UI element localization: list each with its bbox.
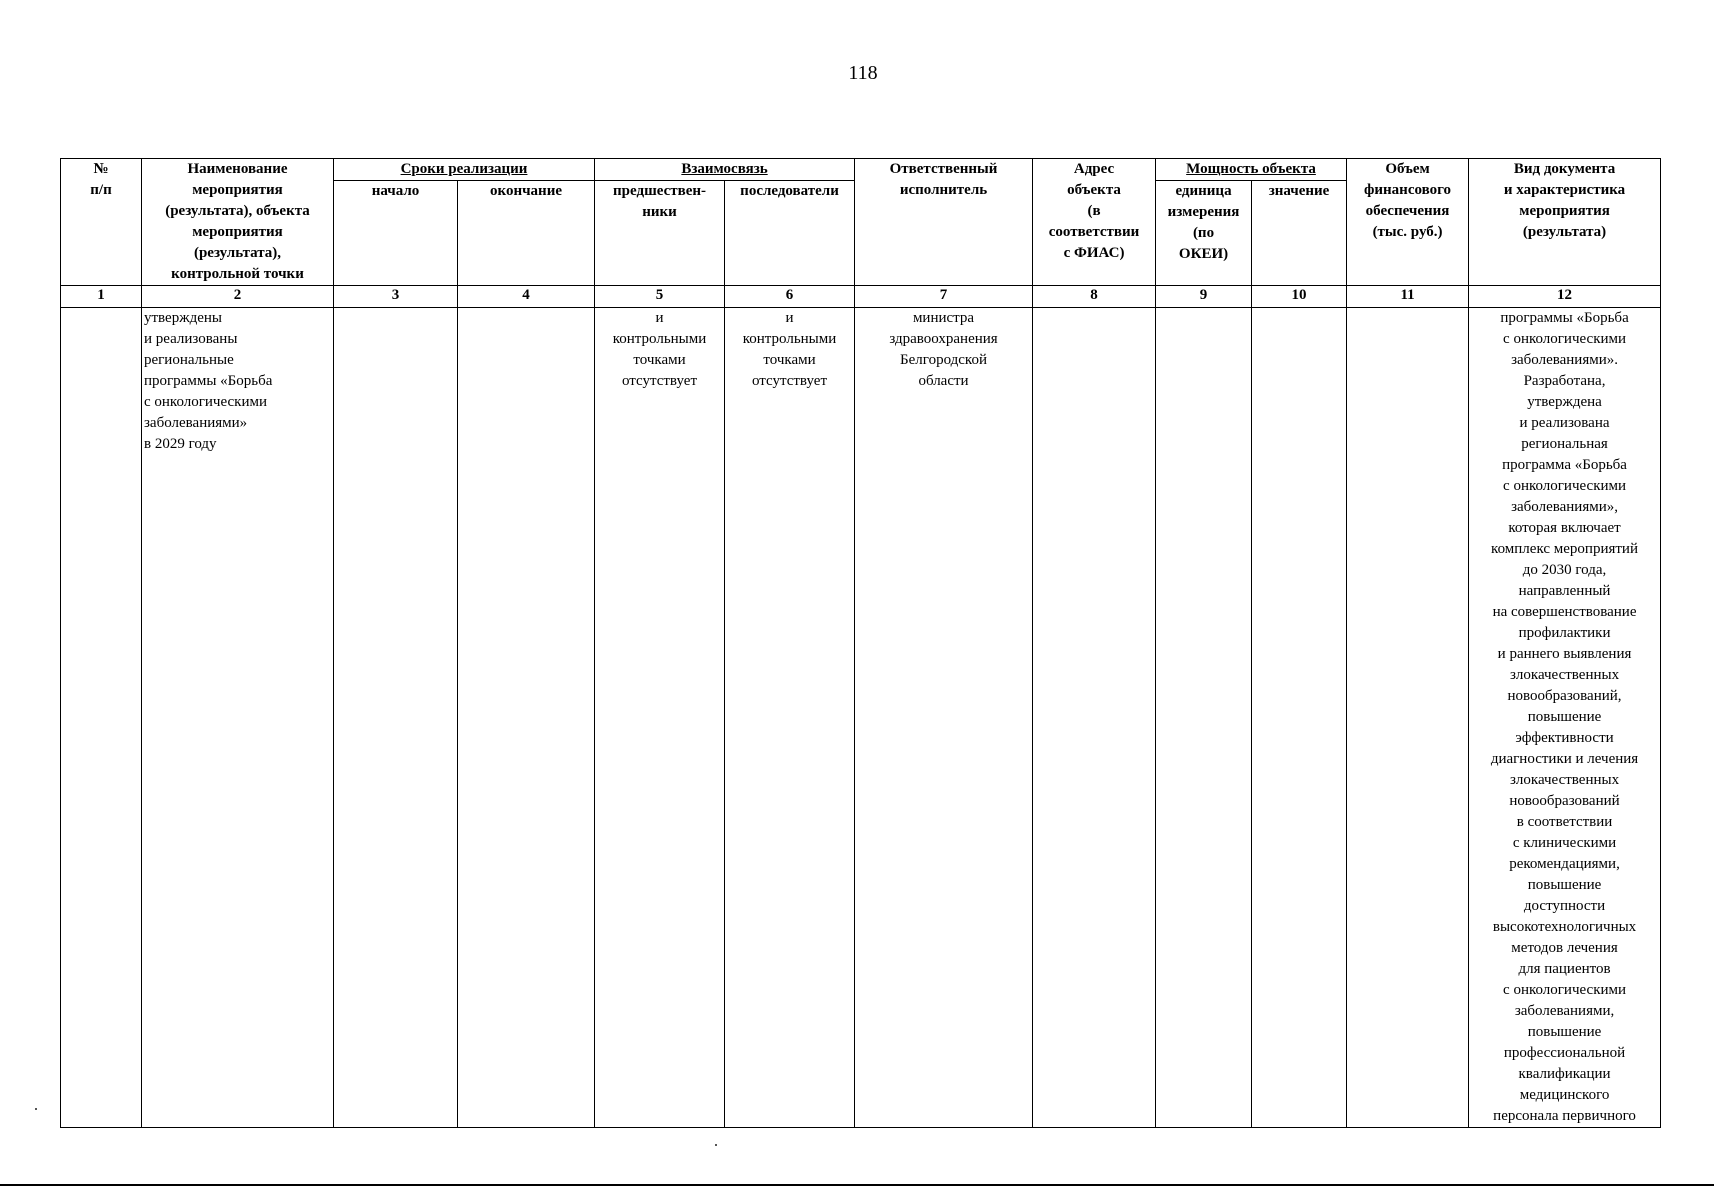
text-line: злокачественных xyxy=(1509,772,1620,788)
text-line: точками xyxy=(633,352,686,368)
text-line: в 2029 году xyxy=(144,436,217,452)
cell-unit xyxy=(1156,308,1252,1128)
header-relation-succ: последователи xyxy=(725,181,855,286)
column-number-cell: 8 xyxy=(1033,286,1156,308)
text-line: (результата) xyxy=(1522,224,1607,240)
text-line: заболеваниями», xyxy=(1511,499,1618,515)
cell-name xyxy=(142,308,334,1128)
text-line: профилактики xyxy=(1518,625,1611,641)
column-number-cell: 1 xyxy=(61,286,142,308)
header-capacity-unit xyxy=(1156,181,1252,286)
text-line: повышение xyxy=(1527,1024,1602,1040)
header-name xyxy=(142,159,334,286)
text-line: до 2030 года, xyxy=(1522,562,1607,578)
cell-end xyxy=(458,308,595,1128)
text-line: Объем xyxy=(1385,161,1430,177)
header-terms-start: начало xyxy=(334,181,458,286)
text-line: программы «Борьба xyxy=(1500,310,1629,326)
text-line: Ответственный xyxy=(889,161,998,177)
text-line: мероприятия xyxy=(192,224,283,240)
text-line: и реализованы xyxy=(144,331,238,347)
cell-value xyxy=(1252,308,1347,1128)
header-finance xyxy=(1347,159,1469,286)
text-line: комплекс мероприятий xyxy=(1491,541,1638,557)
text-line: (результата), объекта xyxy=(165,203,310,219)
text-line: мероприятия xyxy=(1519,203,1610,219)
text-line: (тыс. руб.) xyxy=(1372,224,1443,240)
column-number-cell: 3 xyxy=(334,286,458,308)
header-doc-type xyxy=(1469,159,1661,286)
text-line: и xyxy=(785,310,794,326)
text-line: отсутствует xyxy=(751,373,828,389)
cell-responsible xyxy=(855,308,1033,1128)
column-number-cell: 11 xyxy=(1347,286,1469,308)
text-line: заболеваниями, xyxy=(1514,1003,1615,1019)
column-number-cell: 10 xyxy=(1252,286,1347,308)
text-line: и раннего выявления xyxy=(1497,646,1632,662)
text-line: профессиональной xyxy=(1503,1045,1626,1061)
column-number-cell: 7 xyxy=(855,286,1033,308)
text-line: для пациентов xyxy=(1518,961,1611,977)
text-line: ОКЕИ) xyxy=(1178,246,1229,262)
text-line: заболеваниями» xyxy=(144,415,248,431)
header-responsible xyxy=(855,159,1033,286)
header-terms-end: окончание xyxy=(458,181,595,286)
text-line: программы «Борьба xyxy=(144,373,273,389)
header-relation: Взаимосвязь xyxy=(595,159,855,181)
header-capacity-value: значение xyxy=(1252,181,1347,286)
text-line: методов лечения xyxy=(1511,940,1618,956)
text-line: Наименование xyxy=(187,161,288,177)
text-line: предшествен- xyxy=(613,183,706,199)
text-line: заболеваниями». xyxy=(1511,352,1618,368)
text-line: рекомендациями, xyxy=(1509,856,1620,872)
text-line: области xyxy=(918,373,969,389)
text-line: медицинского xyxy=(1519,1087,1610,1103)
header-num xyxy=(61,159,142,286)
text-line: отсутствует xyxy=(621,373,698,389)
text-line: с онкологическими xyxy=(1503,982,1627,998)
column-number-cell: 5 xyxy=(595,286,725,308)
text-line: злокачественных xyxy=(1509,667,1620,683)
text-line: высокотехнологичных xyxy=(1492,919,1637,935)
text-line: диагностики и лечения xyxy=(1490,751,1639,767)
text-line: исполнитель xyxy=(899,182,988,198)
text-line: Разработана, xyxy=(1523,373,1606,389)
text-line: министра xyxy=(912,310,975,326)
scan-speck xyxy=(35,1108,37,1110)
text-line: утверждены xyxy=(144,310,222,326)
text-line: повышение xyxy=(1527,709,1602,725)
cell-start xyxy=(334,308,458,1128)
table-row xyxy=(61,308,1661,1128)
activity-table xyxy=(60,158,1661,1128)
header-capacity: Мощность объекта xyxy=(1156,159,1347,181)
text-line: п/п xyxy=(90,182,112,198)
text-line: (результата), xyxy=(193,245,282,261)
text-line: программа «Борьба xyxy=(1502,457,1627,473)
text-line: в соответствии xyxy=(1516,814,1613,830)
column-number-cell: 6 xyxy=(725,286,855,308)
text-line: новообразований xyxy=(1509,793,1620,809)
header-terms: Сроки реализации xyxy=(334,159,595,181)
text-line: эффективности xyxy=(1515,730,1614,746)
text-line: и характеристика xyxy=(1503,182,1626,198)
text-line: на совершенствование xyxy=(1492,604,1637,620)
text-line: Адрес xyxy=(1073,161,1115,177)
text-line: с онкологическими xyxy=(1503,331,1627,347)
text-line: контрольными xyxy=(612,331,707,347)
text-line: здравоохранения xyxy=(889,331,998,347)
cell-doc xyxy=(1469,308,1661,1128)
text-line: Вид документа xyxy=(1513,161,1616,177)
text-line: и xyxy=(655,310,664,326)
text-line: (в xyxy=(1087,203,1101,219)
text-line: региональные xyxy=(144,352,234,368)
text-line: мероприятия xyxy=(192,182,283,198)
column-number-cell: 2 xyxy=(142,286,334,308)
column-number-cell: 9 xyxy=(1156,286,1252,308)
text-line: направленный xyxy=(1518,583,1611,599)
text-line: новообразований, xyxy=(1507,688,1622,704)
text-line: с клиническими xyxy=(1512,835,1617,851)
column-number-cell: 4 xyxy=(458,286,595,308)
text-line: измерения xyxy=(1167,204,1240,220)
scan-speck xyxy=(715,1144,717,1146)
text-line: утверждена xyxy=(1527,394,1602,410)
text-line: № xyxy=(93,161,109,177)
page-number: 118 xyxy=(848,62,878,84)
bottom-rule xyxy=(0,1184,1714,1186)
cell-predecessors xyxy=(595,308,725,1128)
text-line: ники xyxy=(642,204,677,220)
header-address xyxy=(1033,159,1156,286)
cell-finance xyxy=(1347,308,1469,1128)
text-line: региональная xyxy=(1521,436,1608,452)
text-line: контрольными xyxy=(742,331,837,347)
text-line: (по xyxy=(1192,225,1215,241)
column-number-row xyxy=(61,286,1661,308)
cell-successors xyxy=(725,308,855,1128)
text-line: контрольной точки xyxy=(171,266,304,282)
text-line: с ФИАС) xyxy=(1063,245,1125,261)
text-line: повышение xyxy=(1527,877,1602,893)
text-line: и реализована xyxy=(1519,415,1610,431)
text-line: Белгородской xyxy=(900,352,987,368)
text-line: с онкологическими xyxy=(1503,478,1627,494)
text-line: квалификации xyxy=(1518,1066,1611,1082)
text-line: финансового xyxy=(1364,182,1452,198)
cell-address xyxy=(1033,308,1156,1128)
text-line: с онкологическими xyxy=(144,394,267,410)
cell-num xyxy=(61,308,142,1128)
text-line: обеспечения xyxy=(1365,203,1450,219)
text-line: единица xyxy=(1175,183,1232,199)
text-line: объекта xyxy=(1067,182,1121,198)
header-relation-pred xyxy=(595,181,725,286)
column-number-cell: 12 xyxy=(1469,286,1661,308)
text-line: доступности xyxy=(1523,898,1606,914)
text-line: точками xyxy=(763,352,816,368)
text-line: соответствии xyxy=(1048,224,1140,240)
text-line: которая включает xyxy=(1508,520,1621,536)
text-line: персонала первичного xyxy=(1493,1108,1636,1124)
